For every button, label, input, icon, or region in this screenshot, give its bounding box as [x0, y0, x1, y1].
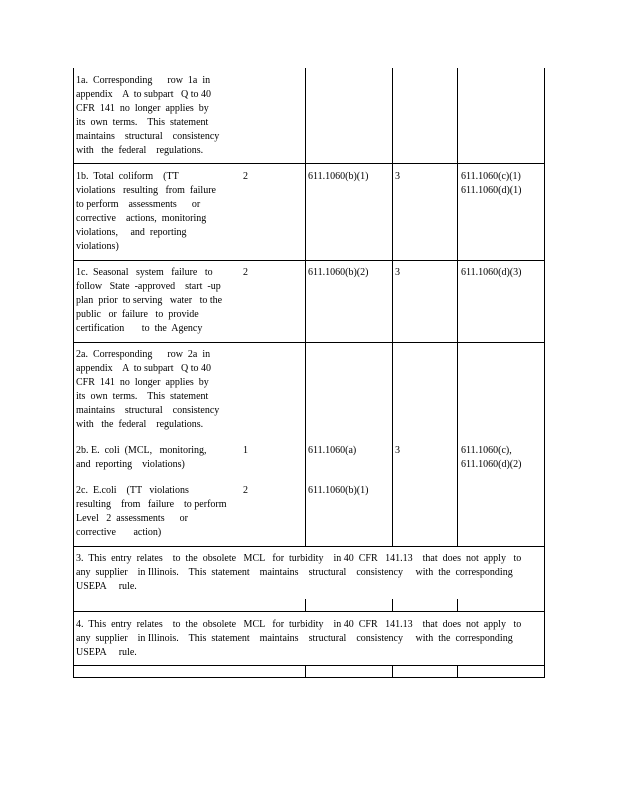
other-citation: 611.1060(d)(2): [461, 459, 522, 470]
routine-citation: 611.1060(a): [308, 445, 357, 456]
text-line: 4. This entry relates to the obsolete MCL for turbidity in 40 CFR 141.13 that does not apply to: [76, 619, 522, 630]
text-line: 1b. Total coliform (TT: [76, 171, 179, 182]
table-border-right: [544, 68, 545, 678]
routine-citation: 611.1060(b)(1): [308, 485, 369, 496]
text-line: plan prior to serving water to the: [76, 295, 223, 306]
text-line: appendix A to subpart Q to 40: [76, 363, 211, 374]
text-line: appendix A to subpart Q to 40: [76, 89, 211, 100]
row-divider: [73, 546, 545, 547]
text-line: 2b. E. coli (MCL, monitoring,: [76, 445, 207, 456]
table-border-left: [73, 68, 74, 678]
column-divider-3: [457, 68, 458, 546]
text-line: 2c. E.coli (TT violations: [76, 485, 189, 496]
text-line: and reporting violations): [76, 459, 185, 470]
routine-citation: 611.1060(b)(2): [308, 267, 369, 278]
tier2-value: 3: [395, 445, 400, 456]
row-divider: [73, 163, 545, 164]
text-line: with the federal regulations.: [76, 419, 204, 430]
text-line: its own terms. This statement: [76, 117, 209, 128]
tier-value: 1: [243, 445, 248, 456]
column-divider-2: [392, 68, 393, 546]
text-line: follow State -approved start -up: [76, 281, 221, 292]
table-border-bottom: [73, 677, 545, 678]
text-line: any supplier in Illinois. This statement maintains structural consistency with the corresponding: [76, 633, 513, 644]
tier-value: 2: [243, 171, 248, 182]
other-citation: 611.1060(d)(1): [461, 185, 522, 196]
text-line: maintains structural consistency: [76, 131, 220, 142]
text-line: Level 2 assessments or: [76, 513, 188, 524]
text-line: violations): [76, 241, 119, 252]
text-line: 1c. Seasonal system failure to: [76, 267, 213, 278]
text-line: CFR 141 no longer applies by: [76, 377, 209, 388]
text-line: 1a. Corresponding row 1a in: [76, 75, 211, 86]
text-line: corrective action): [76, 527, 162, 538]
text-line: USEPA rule.: [76, 581, 137, 592]
text-line: public or failure to provide: [76, 309, 199, 320]
text-line: USEPA rule.: [76, 647, 137, 658]
other-citation: 611.1060(c)(1): [461, 171, 521, 182]
text-line: corrective actions, monitoring: [76, 213, 207, 224]
text-line: to perform assessments or: [76, 199, 201, 210]
tier-value: 2: [243, 267, 248, 278]
text-line: 2a. Corresponding row 2a in: [76, 349, 211, 360]
text-line: CFR 141 no longer applies by: [76, 103, 209, 114]
row-divider: [73, 665, 545, 666]
row-divider: [73, 611, 545, 612]
routine-citation: 611.1060(b)(1): [308, 171, 369, 182]
row-divider: [73, 342, 545, 343]
text-line: 3. This entry relates to the obsolete MCL for turbidity in 40 CFR 141.13 that does not apply to: [76, 553, 522, 564]
tier-value: 2: [243, 485, 248, 496]
text-line: violations, and reporting: [76, 227, 187, 238]
row-divider: [73, 260, 545, 261]
tier2-value: 3: [395, 171, 400, 182]
text-line: certification to the Agency: [76, 323, 203, 334]
text-line: with the federal regulations.: [76, 145, 204, 156]
text-line: maintains structural consistency: [76, 405, 220, 416]
tier2-value: 3: [395, 267, 400, 278]
text-line: its own terms. This statement: [76, 391, 209, 402]
text-line: resulting from failure to perform: [76, 499, 227, 510]
other-citation: 611.1060(c),: [461, 445, 512, 456]
text-line: any supplier in Illinois. This statement maintains structural consistency with the corresponding: [76, 567, 513, 578]
column-divider-1: [305, 68, 306, 546]
text-line: violations resulting from failure: [76, 185, 216, 196]
other-citation: 611.1060(d)(3): [461, 267, 522, 278]
